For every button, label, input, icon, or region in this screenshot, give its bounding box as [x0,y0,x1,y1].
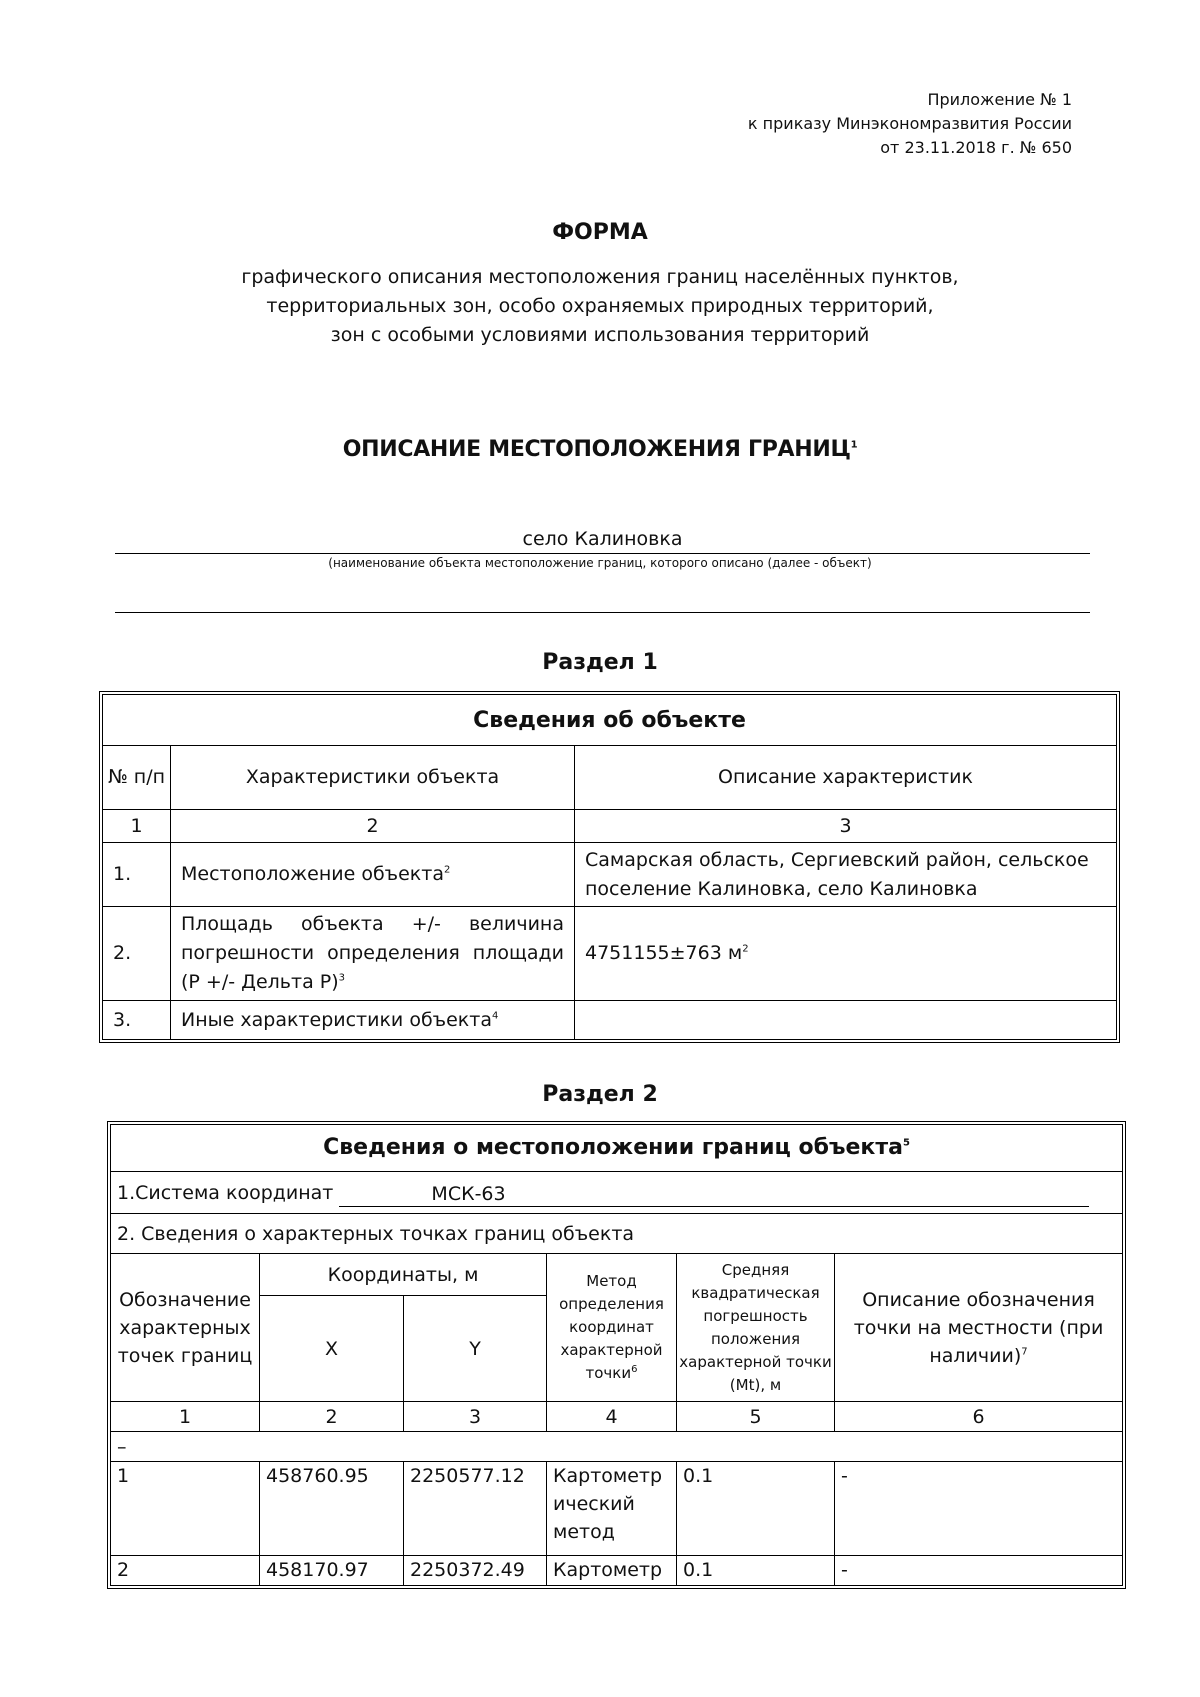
coordinate-system-field [339,1182,1089,1207]
row-description [575,1001,1117,1040]
col-header-method-text: Метод определения координат характерной точки [559,1272,664,1382]
appendix-line-2: к приказу Минэкономразвития России [747,114,1072,133]
col-header-error: Средняя квадратическая погрешность положения характерной точки (Mt), м [677,1254,835,1402]
footnote-ref: 1 [850,439,858,451]
row-description: Самарская область, Сергиевский район, сельское поселение Калиновка, село Калиновка [575,843,1117,907]
footnote-ref: 4 [491,1010,499,1022]
point-y: 2250577.12 [404,1462,547,1556]
point-description: - [835,1462,1123,1556]
col-header-coordinates: Координаты, м [260,1254,547,1296]
form-title: ФОРМА [552,220,648,245]
coordinate-system-row [111,1172,1123,1214]
col-header-point-description-text: Описание обозначения точки на местности (при наличии) [853,1288,1104,1367]
col-header-point-description [835,1254,1123,1402]
col-header-num: № п/п [103,746,171,810]
col-index: 6 [835,1402,1123,1432]
row-num: 3. [103,1001,171,1040]
footnote-ref: 7 [1021,1346,1028,1358]
section-2-heading: Раздел 2 [542,1082,658,1107]
col-header-point: Обозначение характерных точек границ [111,1254,260,1402]
subtitle-line-3: зон с особыми условиями использования территорий [330,324,870,346]
point-method: Картометр ический метод [547,1462,677,1556]
table-row [103,843,1117,907]
row-description [575,907,1117,1001]
object-name-caption: (наименование объекта местоположение границ, которого описано (далее - объект) [328,556,872,570]
form-subtitle [0,263,1200,350]
col-index: 3 [575,810,1117,843]
point-id: 2 [111,1556,260,1586]
col-index: 5 [677,1402,835,1432]
boundary-location-table [110,1124,1123,1586]
main-title-text: ОПИСАНИЕ МЕСТОПОЛОЖЕНИЯ ГРАНИЦ [342,437,851,462]
appendix-reference [748,88,1072,160]
object-info-table [102,694,1117,1040]
col-header-x: X [260,1296,404,1402]
row-characteristic [171,843,575,907]
col-index: 1 [103,810,171,843]
row-description-text: 4751155±763 м [585,942,743,964]
object-info-table-title: Сведения об объекте [103,695,1117,746]
contour-group-label: – [111,1432,1123,1462]
row-characteristic [171,1001,575,1040]
row-characteristic [171,907,575,1001]
object-name: село Калиновка [522,528,683,550]
col-index: 2 [260,1402,404,1432]
col-header-y: Y [404,1296,547,1402]
subtitle-line-1: графического описания местоположения границ населённых пунктов, [241,266,959,288]
point-error: 0.1 [677,1462,835,1556]
boundary-table-title-text: Сведения о местоположении границ объекта [323,1135,903,1160]
coordinate-system-label: 1.Система координат [117,1181,334,1204]
point-x: 458760.95 [260,1462,404,1556]
col-header-method [547,1254,677,1402]
row-characteristic-text: Иные характеристики объекта [181,1008,492,1031]
points-info-label: 2. Сведения о характерных точках границ объекта [111,1214,1123,1254]
col-index: 2 [171,810,575,843]
appendix-line-1: Приложение № 1 [927,90,1072,109]
row-characteristic-text: Площадь объекта +/- величина погрешности определения площади (P +/- Дельта P) [181,913,564,993]
object-name-line [115,525,1090,554]
appendix-line-3: от 23.11.2018 г. № 650 [880,138,1072,157]
point-y: 2250372.49 [404,1556,547,1586]
main-title [0,437,1200,462]
point-x: 458170.97 [260,1556,404,1586]
footnote-ref: 3 [338,972,345,984]
footnote-ref: 6 [631,1364,638,1375]
col-index: 4 [547,1402,677,1432]
col-header-characteristic: Характеристики объекта [171,746,575,810]
blank-fill-line [115,612,1090,613]
row-num: 1. [103,843,171,907]
table-row [111,1462,1123,1556]
footnote-ref: 5 [902,1137,910,1149]
point-description: - [835,1556,1123,1586]
col-header-description: Описание характеристик [575,746,1117,810]
col-index: 3 [404,1402,547,1432]
point-error: 0.1 [677,1556,835,1586]
table-row [103,1001,1117,1040]
coordinate-system-value: МСК-63 [431,1182,506,1205]
row-num: 2. [103,907,171,1001]
subtitle-line-2: территориальных зон, особо охраняемых природных территорий, [266,295,934,317]
footnote-ref: 2 [742,943,749,955]
point-id: 1 [111,1462,260,1556]
table-row [103,907,1117,1001]
table-row [111,1556,1123,1586]
point-method: Картометр [547,1556,677,1586]
boundary-table-title [111,1125,1123,1172]
col-index: 1 [111,1402,260,1432]
section-1-heading: Раздел 1 [542,650,658,675]
row-characteristic-text: Местоположение объекта [181,863,444,885]
footnote-ref: 2 [444,864,451,876]
